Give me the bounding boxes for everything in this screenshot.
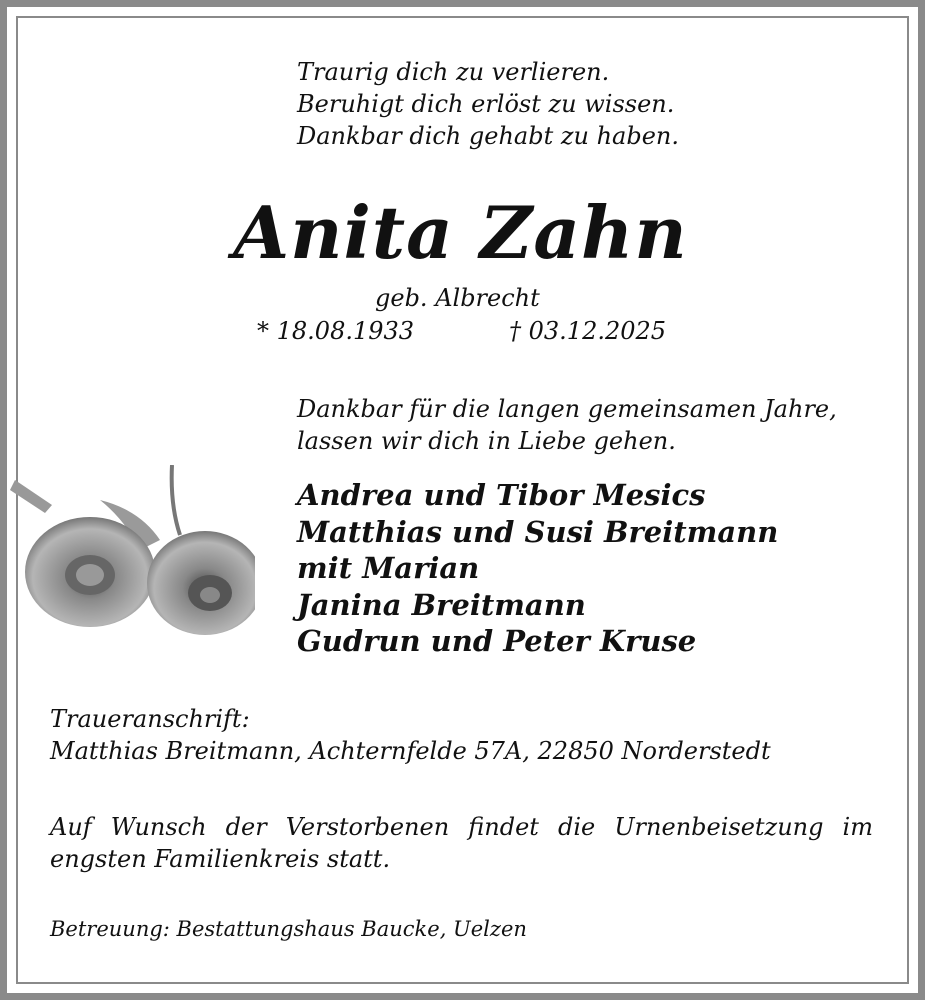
roses-image	[10, 465, 255, 637]
poem-line: Beruhigt dich erlöst zu wissen.	[297, 90, 675, 118]
burial-note: Auf Wunsch der Verstorbenen findet die Urnenbeisetzung im engsten Familienkreis statt.	[50, 813, 873, 873]
death-date: † 03.12.2025	[509, 317, 667, 345]
poem-line: Dankbar dich gehabt zu haben.	[297, 122, 680, 150]
mourning-address	[50, 703, 771, 767]
poem	[297, 56, 679, 152]
funeral-home: Betreuung: Bestattungshaus Baucke, Uelzen	[50, 917, 527, 941]
address-value: Matthias Breitmann, Achternfelde 57A, 22850 Norderstedt	[50, 737, 771, 765]
mourner: Andrea und Tibor Mesics	[297, 478, 706, 512]
deceased-name	[0, 190, 925, 275]
mourner: mit Marian	[297, 551, 480, 585]
address-label: Traueranschrift:	[50, 705, 250, 733]
thanks-line: lassen wir dich in Liebe gehen.	[297, 427, 676, 455]
deceased-name-text: Anita Zahn	[233, 190, 688, 275]
mourners-list	[297, 477, 778, 660]
mourner: Janina Breitmann	[297, 587, 586, 622]
mourner: Matthias und Susi Breitmann	[297, 514, 779, 549]
thanks-line: Dankbar für die langen gemeinsamen Jahre,	[297, 395, 837, 423]
poem-line: Traurig dich zu verlieren.	[297, 58, 610, 86]
thanks-text	[297, 393, 837, 457]
birth-date: * 18.08.1933	[257, 317, 415, 345]
birth-name: geb. Albrecht	[375, 284, 540, 312]
mourner: Gudrun und Peter Kruse	[297, 624, 697, 658]
